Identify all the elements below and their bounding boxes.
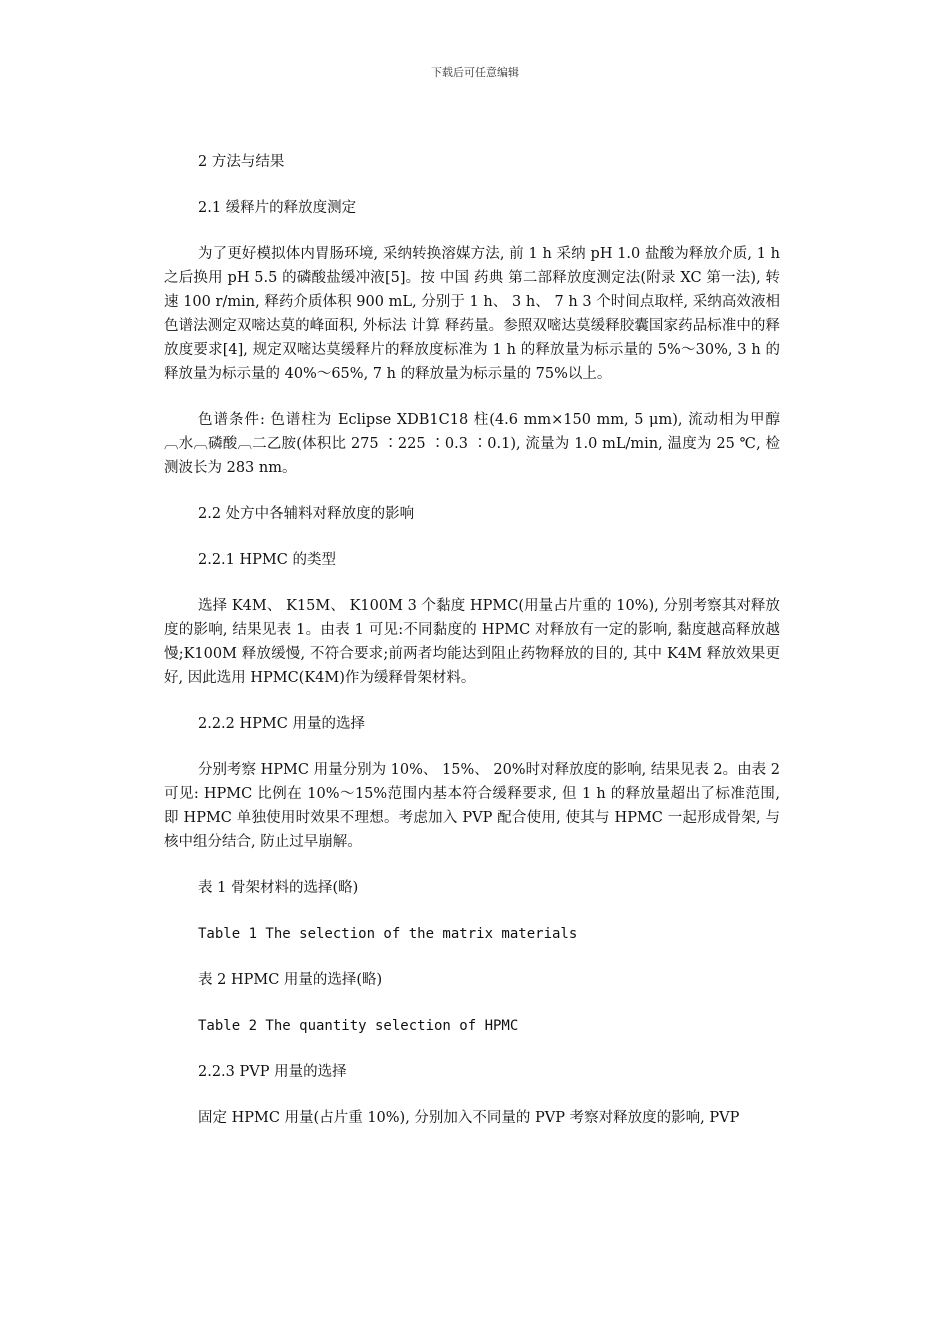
section-2-2-2-paragraph: 分别考察 HPMC 用量分别为 10%、 15%、 20%时对释放度的影响, 结果见表 2。由表 2 可见: HPMC 比例在 10%～15%范围内基本符合缓释要求, 但 1 h 的释放量超出了标准范围, 即 HPMC 单独使用时效果不理想。考虑加入 PVP 配合使用, 使其与 HPMC 一起形成骨架, 与核中组分结合, 防止过早崩解。 xyxy=(164,762,780,850)
section-2-2-2-heading: 2.2.2 HPMC 用量的选择 xyxy=(198,716,365,732)
section-2-2-1-paragraph: 选择 K4M、 K15M、 K100M 3 个黏度 HPMC(用量占片重的 10%), 分别考察其对释放度的影响, 结果见表 1。由表 1 可见:不同黏度的 HPMC 对释放有一定的影响, 黏度越高释放越慢;K100M 释放缓慢, 不符合要求;前两者均能达到阻止药物释放的目的, 其中 K4M 释放效果更好, 因此选用 HPMC(K4M)作为缓释骨架材料。 xyxy=(164,598,780,686)
section-2-2-1-heading: 2.2.1 HPMC 的类型 xyxy=(198,552,336,568)
section-2-2-heading: 2.2 处方中各辅料对释放度的影响 xyxy=(198,506,415,522)
section-2-heading: 2 方法与结果 xyxy=(198,154,285,170)
table-2-caption-en: Table 2 The quantity selection of HPMC xyxy=(198,1018,519,1034)
section-2-2-3-heading: 2.2.3 PVP 用量的选择 xyxy=(198,1064,347,1080)
section-2-1-heading: 2.1 缓释片的释放度测定 xyxy=(198,200,357,216)
table-1-caption-cn: 表 1 骨架材料的选择(略) xyxy=(198,880,359,896)
table-1-caption-en: Table 1 The selection of the matrix materials xyxy=(198,926,578,942)
section-2-1-paragraph-1: 为了更好模拟体内胃肠环境, 采纳转换溶媒方法, 前 1 h 采纳 pH 1.0 盐酸为释放介质, 1 h 之后换用 pH 5.5 的磷酸盐缓冲液[5]。按 中国 药典 第二部释放度测定法(附录 XC 第一法), 转速 100 r/min, 释药介质体积 900 mL, 分别于 1 h、 3 h、 7 h 3 个时间点取样, 采纳高效液相色谱法测定双嘧达莫的峰面积, 外标法 计算 释药量。参照双嘧达莫缓释胶囊国家药品标准中的释放度要求[4], 规定双嘧达莫缓释片的释放度标准为 1 h 的释放量为标示量的 5%～30%, 3 h 的释放量为标示量的 40%～65%, 7 h 的释放量为标示量的 75%以上。 xyxy=(164,246,780,382)
section-2-2-3-paragraph: 固定 HPMC 用量(占片重 10%), 分别加入不同量的 PVP 考察对释放度的影响, PVP xyxy=(198,1110,740,1126)
page-header-note: 下载后可任意编辑 xyxy=(431,66,519,79)
table-2-caption-cn: 表 2 HPMC 用量的选择(略) xyxy=(198,972,383,988)
document-body xyxy=(164,150,780,1152)
section-2-1-paragraph-2: 色谱条件: 色谱柱为 Eclipse XDB1C18 柱(4.6 mm×150 mm, 5 μm), 流动相为甲醇︹水︹磷酸︹二乙胺(体积比 275 ∶225 ∶0.3 ∶0.1), 流量为 1.0 mL/min, 温度为 25 ℃, 检测波长为 283 nm。 xyxy=(164,412,780,476)
